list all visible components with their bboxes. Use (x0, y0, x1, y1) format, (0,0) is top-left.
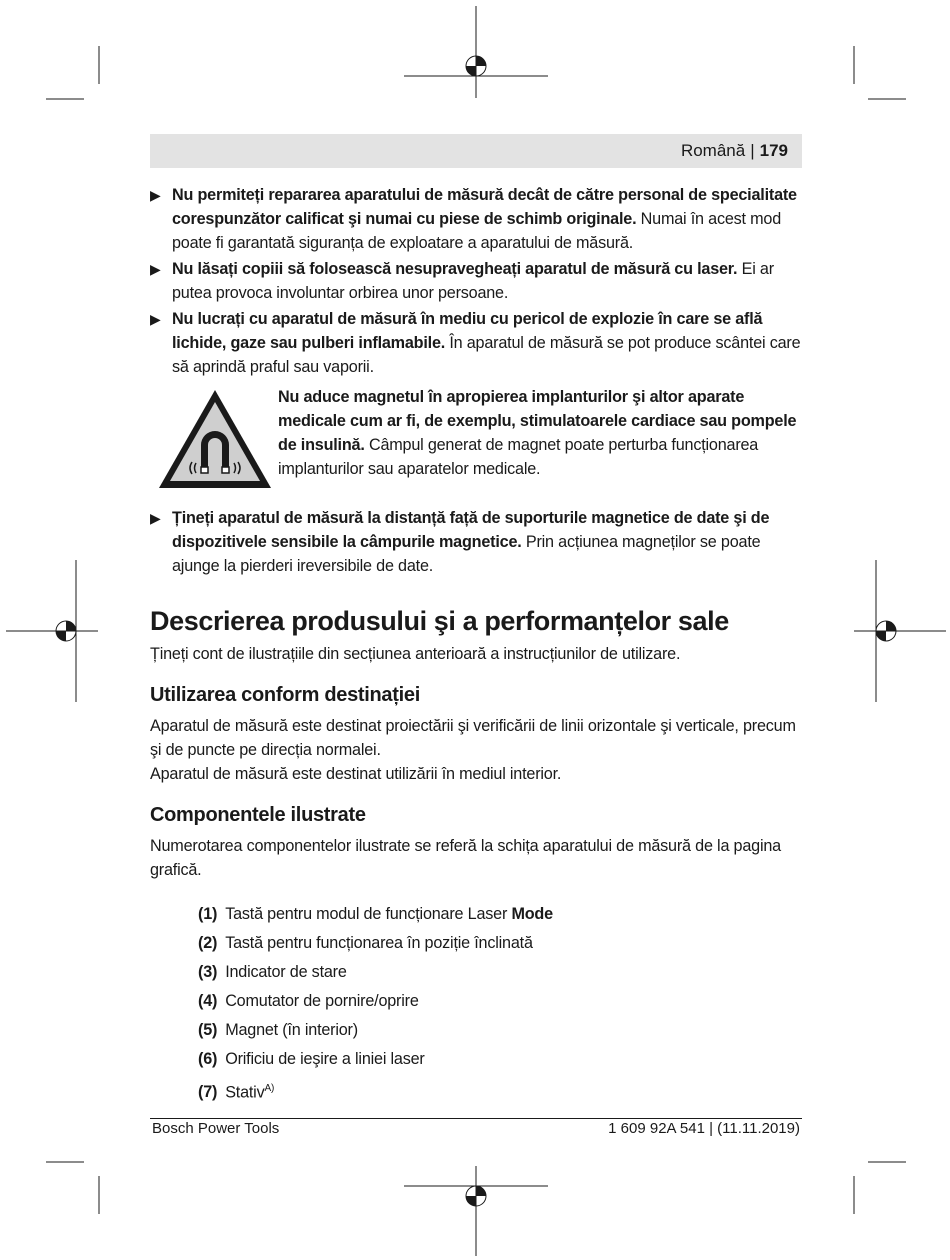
bullet-arrow-icon: ▶ (150, 261, 161, 277)
page-number: 179 (759, 141, 788, 160)
components-heading: Componentele ilustrate (150, 804, 366, 826)
component-label: Magnet (în interior) (225, 1021, 358, 1039)
magnet-warning-icon (150, 385, 274, 498)
safety-bullet-children (150, 257, 802, 305)
page-content (150, 183, 802, 1107)
bullet-arrow-icon: ▶ (150, 311, 161, 327)
component-label: Comutator de pornire/oprire (225, 992, 419, 1010)
bullet-arrow-icon: ▶ (150, 187, 161, 203)
component-item (198, 900, 802, 929)
bullet-bold-text: Nu lucrați cu aparatul de măsură în mediu cu pericol de explozie în care se află lichide, gaze sau pulberi inflamabile. (172, 310, 763, 352)
page-header (150, 134, 802, 168)
component-number: (7) (198, 1083, 218, 1102)
section-title: Descrierea produsului şi a performanțelor sale (150, 606, 729, 636)
footnote-marker: A) (264, 1083, 275, 1094)
component-label: Stativ (225, 1083, 265, 1102)
bullet-text: În aparatul de măsură se pot produce scântei care să aprindă praful sau vaporii. (172, 334, 801, 376)
component-label: Indicator de stare (225, 963, 347, 981)
footer-brand: Bosch Power Tools (152, 1120, 280, 1137)
component-number: (5) (198, 1021, 218, 1039)
intended-use-paragraph-1: Aparatul de măsură este destinat proiectării şi verificării de linii orizontale şi verticale, precum şi de puncte pe direcția normalei. (150, 717, 796, 759)
intended-use-heading: Utilizarea conform destinației (150, 684, 420, 706)
component-label-bold: Mode (511, 905, 553, 923)
bullet-arrow-icon: ▶ (150, 510, 161, 526)
bullet-bold-text: Țineți aparatul de măsură la distanță față de suporturile magnetice de date şi de dispozitivele sensibile la câmpurile magnetice. (172, 509, 770, 551)
component-item (198, 958, 802, 987)
bullet-text: Numai în acest mod poate fi garantată siguranța de exploatare a aparatului de măsură. (172, 210, 782, 252)
warning-text: Câmpul generat de magnet poate perturba funcționarea implanturilor sau aparatelor medicale. (278, 436, 759, 478)
bullet-text: Ei ar putea provoca involuntar orbirea unor persoane. (172, 260, 774, 302)
intended-use-paragraph-2: Aparatul de măsură este destinat utilizării în mediul interior. (150, 765, 562, 783)
component-item (198, 1045, 802, 1074)
safety-bullet-explosive (150, 307, 802, 379)
components-list (198, 900, 802, 1107)
component-label: Tastă pentru modul de funcționare Laser (225, 905, 512, 923)
magnet-warning (150, 385, 802, 498)
section-intro: Țineți cont de ilustrațiile din secțiunea anterioară a instrucțiunilor de utilizare. (150, 645, 681, 663)
component-item (198, 1074, 802, 1107)
component-item (198, 987, 802, 1016)
bullet-text: Prin acțiunea magneților se poate ajunge la pierderi ireversibile de date. (172, 533, 761, 575)
component-number: (1) (198, 905, 218, 923)
magnet-warning-text (274, 385, 802, 498)
component-number: (6) (198, 1050, 218, 1068)
component-number: (3) (198, 963, 218, 981)
safety-bullet-magnetic-media (150, 506, 802, 578)
safety-bullet-repair (150, 183, 802, 255)
header-separator: | (750, 141, 755, 160)
warning-bold-text: Nu aduce magnetul în apropierea implanturilor şi altor aparate medicale cum ar fi, de exemplu, stimulatoarele cardiace sau pompele de insulină. (278, 388, 797, 454)
component-label: Orificiu de ieşire a liniei laser (225, 1050, 425, 1068)
footer-doc-number: 1 609 92A 541 | (11.11.2019) (608, 1120, 800, 1137)
component-item (198, 929, 802, 958)
components-intro: Numerotarea componentelor ilustrate se referă la schița aparatului de măsură de la pagina grafică. (150, 837, 781, 879)
component-label: Tastă pentru funcționarea în poziție înclinată (225, 934, 533, 952)
component-number: (2) (198, 934, 218, 952)
bullet-bold-text: Nu permiteți repararea aparatului de măsură decât de către personal de specialitate corespunzător calificat şi numai cu piese de schimb originale. (172, 186, 797, 228)
component-item (198, 1016, 802, 1045)
header-language: Română (680, 141, 746, 160)
bullet-bold-text: Nu lăsați copiii să folosească nesupravegheați aparatul de măsură cu laser. (172, 260, 738, 278)
component-number: (4) (198, 992, 218, 1010)
